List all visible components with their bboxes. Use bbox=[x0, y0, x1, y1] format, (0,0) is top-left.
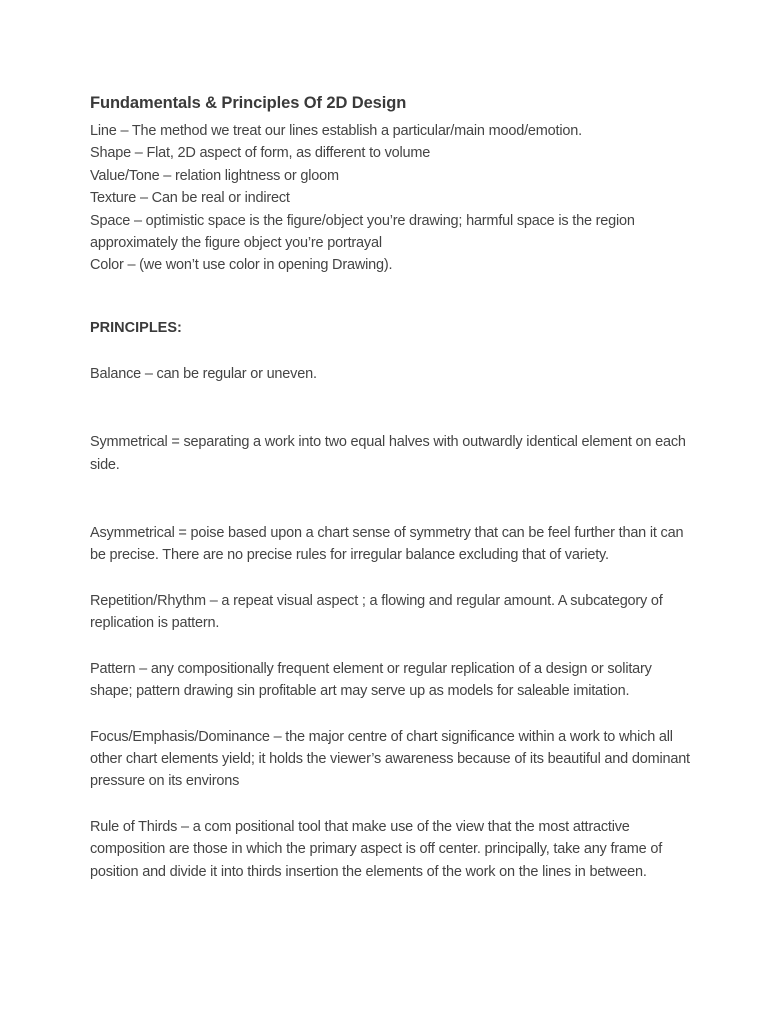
fundamentals-list bbox=[90, 120, 690, 277]
principles-heading: PRINCIPLES: bbox=[90, 319, 182, 336]
fundamental-shape: Shape – Flat, 2D aspect of form, as different to volume bbox=[90, 145, 431, 162]
principle-repetition-rhythm: Repetition/Rhythm – a repeat visual aspect ; a flowing and regular amount. A subcategory of replication is pattern. bbox=[90, 592, 663, 632]
fundamental-space: Space – optimistic space is the figure/object you’re drawing; harmful space is the region approximately the figure object you’re portrayal bbox=[90, 212, 635, 252]
fundamental-color: Color – (we won’t use color in opening Drawing). bbox=[90, 257, 393, 274]
document-title: Fundamentals & Principles Of 2D Design bbox=[90, 94, 407, 112]
principle-symmetrical: Symmetrical = separating a work into two equal halves with outwardly identical element on each side. bbox=[90, 434, 686, 473]
principle-rule-of-thirds: Rule of Thirds – a com positional tool that make use of the view that the most attractive composition are those in which the primary aspect is off center. principally, take any frame of position and divide it into thirds insertion the elements of the work on the lines in between. bbox=[90, 818, 663, 880]
fundamental-value-tone: Value/Tone – relation lightness or gloom bbox=[90, 167, 339, 184]
principle-balance: Balance – can be regular or uneven. bbox=[90, 365, 317, 382]
principle-focus-emphasis: Focus/Emphasis/Dominance – the major centre of chart significance within a work to which all other chart elements yield; it holds the viewer’s awareness because of its beautiful and dominant pressure on its environs bbox=[90, 728, 690, 790]
fundamental-texture: Texture – Can be real or indirect bbox=[90, 190, 290, 207]
fundamental-line: Line – The method we treat our lines establish a particular/main mood/emotion. bbox=[90, 123, 582, 139]
document-page bbox=[90, 92, 690, 883]
principle-pattern: Pattern – any compositionally frequent element or regular replication of a design or solitary shape; pattern drawing sin profitable art may serve up as models for saleable imitation. bbox=[90, 660, 652, 700]
principle-asymmetrical: Asymmetrical = poise based upon a chart sense of symmetry that can be feel further than it can be precise. There are no precise rules for irregular balance excluding that of variety. bbox=[90, 525, 684, 564]
